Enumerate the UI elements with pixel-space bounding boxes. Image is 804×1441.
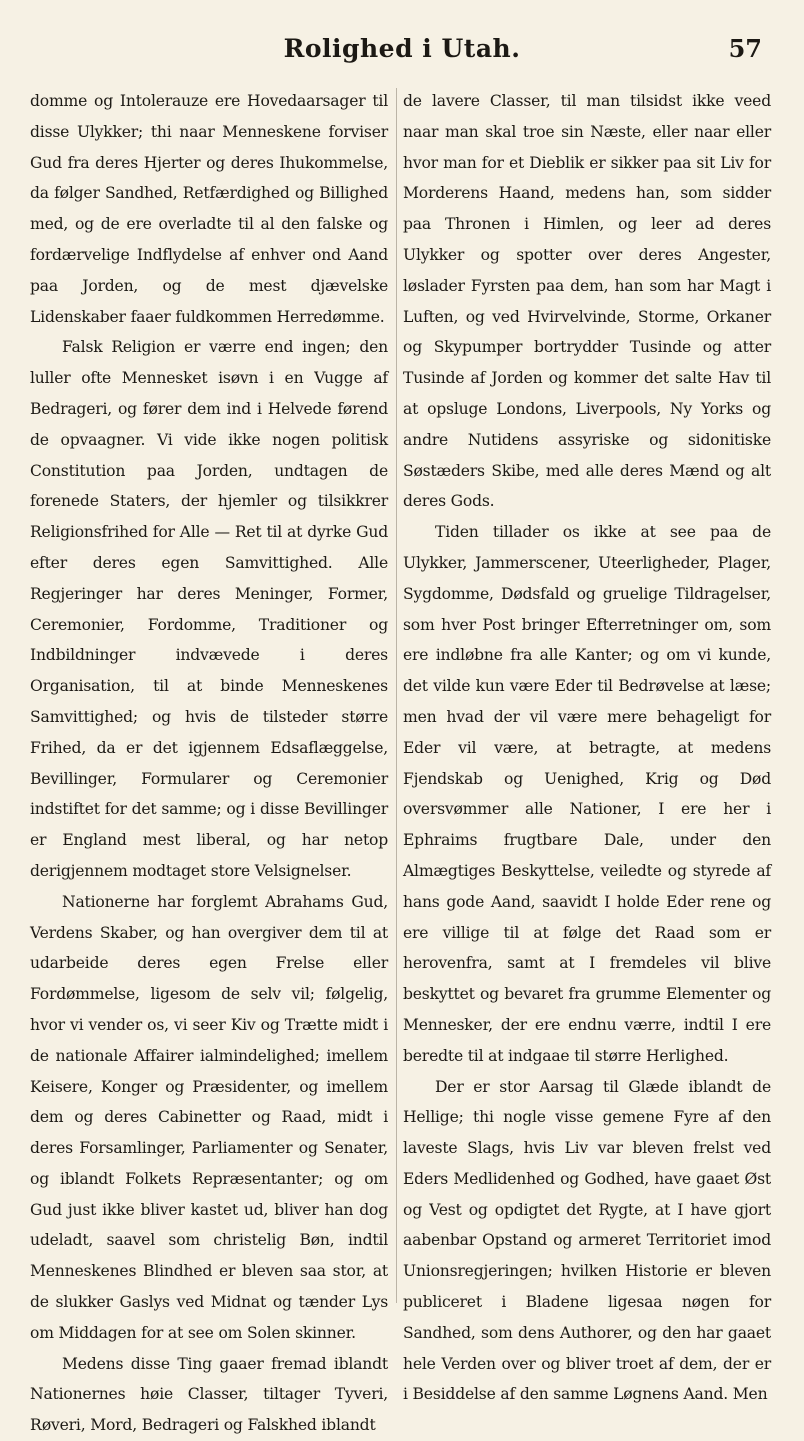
right-paragraph-1: de lavere Classer, til man tilsidst ikke veed naar man skal troe sin Næste, eller naar eller hvor man for et Dieblik er sikker paa sit Liv for Morderens Haand, medens han, som sidder paa Thronen i Himlen, og leer ad deres Ulykker og spotter over deres Angester, løslader Fyrsten paa dem, han som har Magt i Luften, og ved Hvirvelvinde, Storme, Orkaner og Skypumper bortrydder Tusinde og atter Tusinde af Jorden og kommer det salte Hav til at opsluge Londons, Liverpools, Ny Yorks og andre Nutidens assyriske og sidonitiske Søstæders Skibe, med alle deres Mænd og alt deres Gods. [403, 92, 771, 511]
page-header [0, 30, 804, 70]
left-paragraph-2: Falsk Religion er værre end ingen; den luller ofte Mennesket isøvn i en Vugge af Bedrageri, og fører dem ind i Helvede førend de opvaagner. Vi vide ikke nogen politisk Constitution paa Jorden, undtagen de forenede Staters, der hjemler og tilsikkrer Religionsfrihed for Alle — Ret til at dyrke Gud efter deres egen Samvittighed. Alle Regjeringer har deres Meninger, Former, Ceremonier, Fordomme, Traditioner og Indbildninger indvævede i deres Organisation, til at binde Menneskenes Samvittighed; og hvis de tilsteder større Frihed, da er det igjennem Edsaflæggelse, Bevillinger, Formularer og Ceremonier indstiftet for det samme; og i disse Bevillinger er England mest liberal, og har netop derigjennem modtaget store Velsignelser. [30, 338, 388, 880]
running-title: Rolighed i Utah. [283, 34, 521, 63]
right-column [403, 86, 771, 1410]
right-paragraph-2: Tiden tillader os ikke at see paa de Ulykker, Jammerscener, Uteerligheder, Plager, Sygdomme, Dødsfald og gruelige Tildragelser, som hver Post bringer Efterretninger om, som ere indløbne fra alle Kanter; og om vi kunde, det vilde kun være Eder til Bedrøvelse at læse; men hvad der vil være mere behageligt for Eder vil være, at betragte, at medens Fjendskab og Uenighed, Krig og Død oversvømmer alle Nationer, I ere her i Ephraims frugtbare Dale, under den Almægtiges Beskyttelse, veiledte og styrede af hans gode Aand, saavidt I holde Eder rene og ere villige til at følge det Raad som er herovenfra, samt at I fremdeles vil blive beskyttet og bevaret fra grumme Elementer og Mennesker, der ere endnu værre, indtil I ere beredte til at indgaae til større Herlighed. [403, 523, 771, 1065]
left-paragraph-1: domme og Intolerauze ere Hovedaarsager til disse Ulykker; thi naar Menneskene forviser Gud fra deres Hjerter og deres Ihukommelse, da følger Sandhed, Retfærdighed og Billighed med, og de ere overladte til al den falske og fordærvelige Indflydelse af enhver ond Aand paa Jorden, og de mest djævelske Lidenskaber faaer fuldkommen Herredømme. [30, 92, 388, 326]
page-number: 57 [728, 34, 762, 63]
left-column [30, 86, 388, 1441]
column-divider [396, 88, 397, 1303]
left-paragraph-4: Medens disse Ting gaaer fremad iblandt Nationernes høie Classer, tiltager Tyveri, Røveri, Mord, Bedrageri og Falskhed iblandt [30, 1354, 388, 1435]
right-paragraph-3: Der er stor Aarsag til Glæde iblandt de Hellige; thi nogle visse gemene Fyre af den laveste Slags, hvis Liv var bleven frelst ved Eders Medlidenhed og Godhed, have gaaet Øst og Vest og opdigtet det Rygte, at I have gjort aabenbar Opstand og armeret Territoriet imod Unionsregjeringen; hvilken Historie er bleven publiceret i Bladene ligesaa nøgen for Sandhed, som dens Authorer, og den har gaaet hele Verden over og bliver troet af dem, der er i Besiddelse af den samme Løgnens Aand. Men [403, 1077, 771, 1404]
left-paragraph-3: Nationerne har forglemt Abrahams Gud, Verdens Skaber, og han overgiver dem til at udarbeide deres egen Frelse eller Fordømmelse, ligesom de selv vil; følgelig, hvor vi vender os, vi seer Kiv og Trætte midt i de nationale Affairer ialmindelighed; imellem Keisere, Konger og Præsidenter, og imellem dem og deres Cabinetter og Raad, midt i deres Forsamlinger, Parliamenter og Senater, og iblandt Folkets Repræsentanter; og om Gud just ikke bliver kastet ud, bliver han dog udeladt, saavel som christelig Bøn, indtil Menneskenes Blindhed er bleven saa stor, at de slukker Gaslys ved Midnat og tænder Lys om Middagen for at see om Solen skinner. [30, 892, 388, 1342]
